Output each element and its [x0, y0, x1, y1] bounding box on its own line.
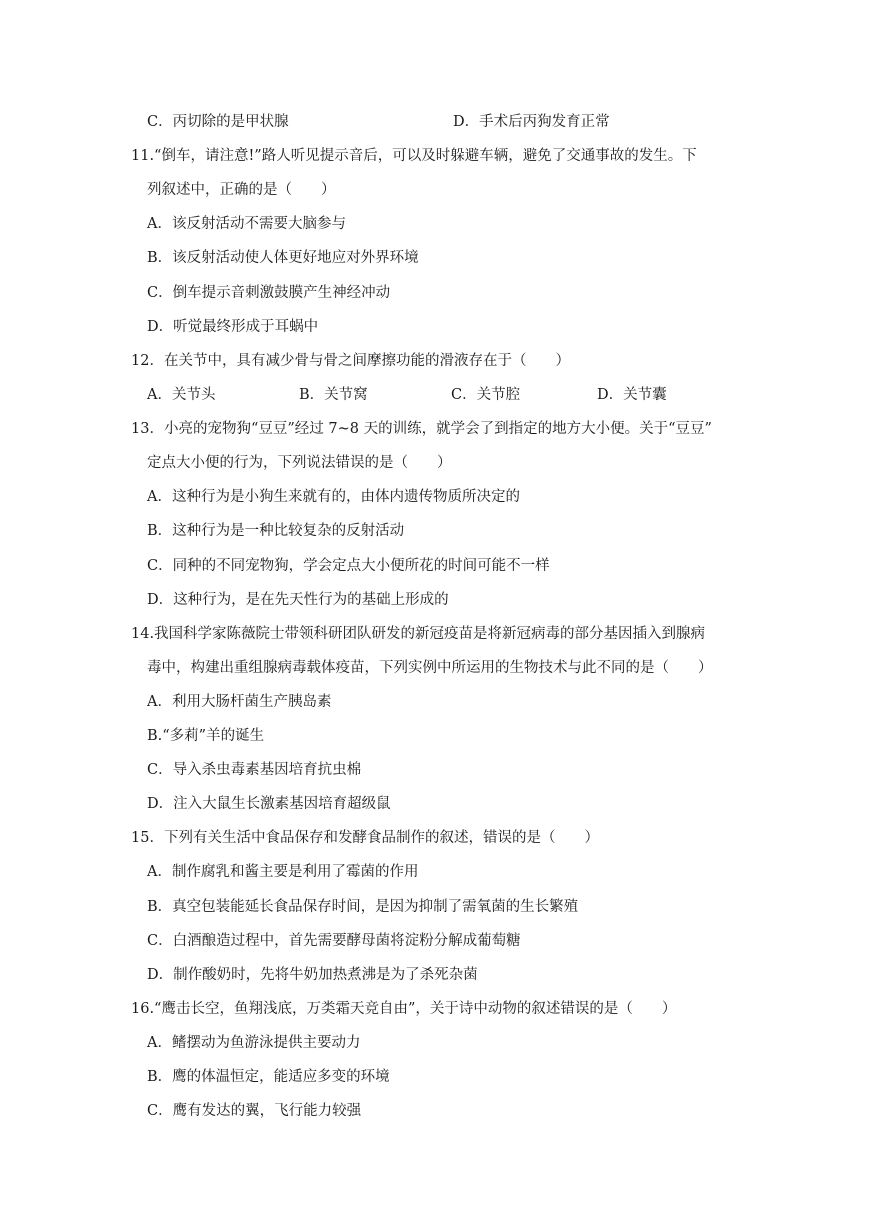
- q13-option-b: B．这种行为是一种比较复杂的反射活动: [147, 523, 405, 539]
- q15-option-c: C．白酒酿造过程中，首先需要酵母菌将淀粉分解成葡萄糖: [147, 933, 521, 949]
- q13-stem-line1: 13．小亮的宠物狗“豆豆”经过 7~8 天的训练，就学会了到指定的地方大小便。关于“豆豆”: [131, 421, 712, 437]
- q13-option-c: C．同种的不同宠物狗，学会定点大小便所花的时间可能不一样: [147, 558, 550, 574]
- q13-stem-line2: 定点大小便的行为，下列说法错误的是（ ）: [147, 455, 452, 471]
- q14-option-d: D．注入大鼠生长激素基因培育超级鼠: [147, 796, 391, 812]
- q11-option-c: C．倒车提示音刺激鼓膜产生神经冲动: [147, 285, 391, 301]
- q12-option-d: D．关节囊: [597, 387, 667, 403]
- q14-option-a: A．利用大肠杆菌生产胰岛素: [147, 694, 332, 710]
- q16-option-c: C．鹰有发达的翼，飞行能力较强: [147, 1103, 362, 1119]
- q10-option-c: C．丙切除的是甲状腺: [147, 114, 289, 130]
- q11-option-a: A．该反射活动不需要大脑参与: [147, 216, 346, 232]
- q16-option-b: B．鹰的体温恒定，能适应多变的环境: [147, 1069, 390, 1085]
- q14-stem-line1: 14.我国科学家陈薇院士带领科研团队研发的新冠疫苗是将新冠病毒的部分基因插入到腺病: [131, 626, 706, 642]
- q14-option-b: B.“多莉”羊的诞生: [147, 728, 265, 744]
- q12-option-c: C．关节腔: [451, 387, 521, 403]
- q15-stem-line1: 15．下列有关生活中食品保存和发酵食品制作的叙述，错误的是（ ）: [131, 830, 599, 846]
- q11-stem-line1: 11.“倒车，请注意!”路人听见提示音后，可以及时躲避车辆，避免了交通事故的发生。下: [131, 148, 697, 164]
- q13-option-a: A．这种行为是小狗生来就有的，由体内遗传物质所决定的: [147, 489, 520, 505]
- q14-option-c: C．导入杀虫毒素基因培育抗虫棉: [147, 762, 362, 778]
- q10-option-d: D．手术后丙狗发育正常: [453, 114, 610, 130]
- q12-stem-line1: 12．在关节中，具有减少骨与骨之间摩擦功能的滑液存在于（ ）: [131, 353, 570, 369]
- q16-option-a: A．鳍摆动为鱼游泳提供主要动力: [147, 1035, 361, 1051]
- q15-option-d: D．制作酸奶时，先将牛奶加热煮沸是为了杀死杂菌: [147, 967, 478, 983]
- q13-option-d: D．这种行为，是在先天性行为的基础上形成的: [147, 592, 449, 608]
- q12-option-b: B．关节窝: [299, 387, 368, 403]
- q14-stem-line2: 毒中，构建出重组腺病毒载体疫苗，下列实例中所运用的生物技术与此不同的是（ ）: [147, 660, 713, 676]
- q15-option-a: A．制作腐乳和酱主要是利用了霉菌的作用: [147, 864, 419, 880]
- q11-stem-line2: 列叙述中，正确的是（ ）: [147, 182, 336, 198]
- q11-option-d: D．听觉最终形成于耳蜗中: [147, 319, 319, 335]
- q11-option-b: B．该反射活动使人体更好地应对外界环境: [147, 250, 419, 266]
- q12-option-a: A．关节头: [147, 387, 216, 403]
- q15-option-b: B．真空包装能延长食品保存时间，是因为抑制了需氧菌的生长繁殖: [147, 899, 579, 915]
- q16-stem-line1: 16.“鹰击长空，鱼翔浅底，万类霜天竞自由”，关于诗中动物的叙述错误的是（ ）: [131, 1001, 677, 1017]
